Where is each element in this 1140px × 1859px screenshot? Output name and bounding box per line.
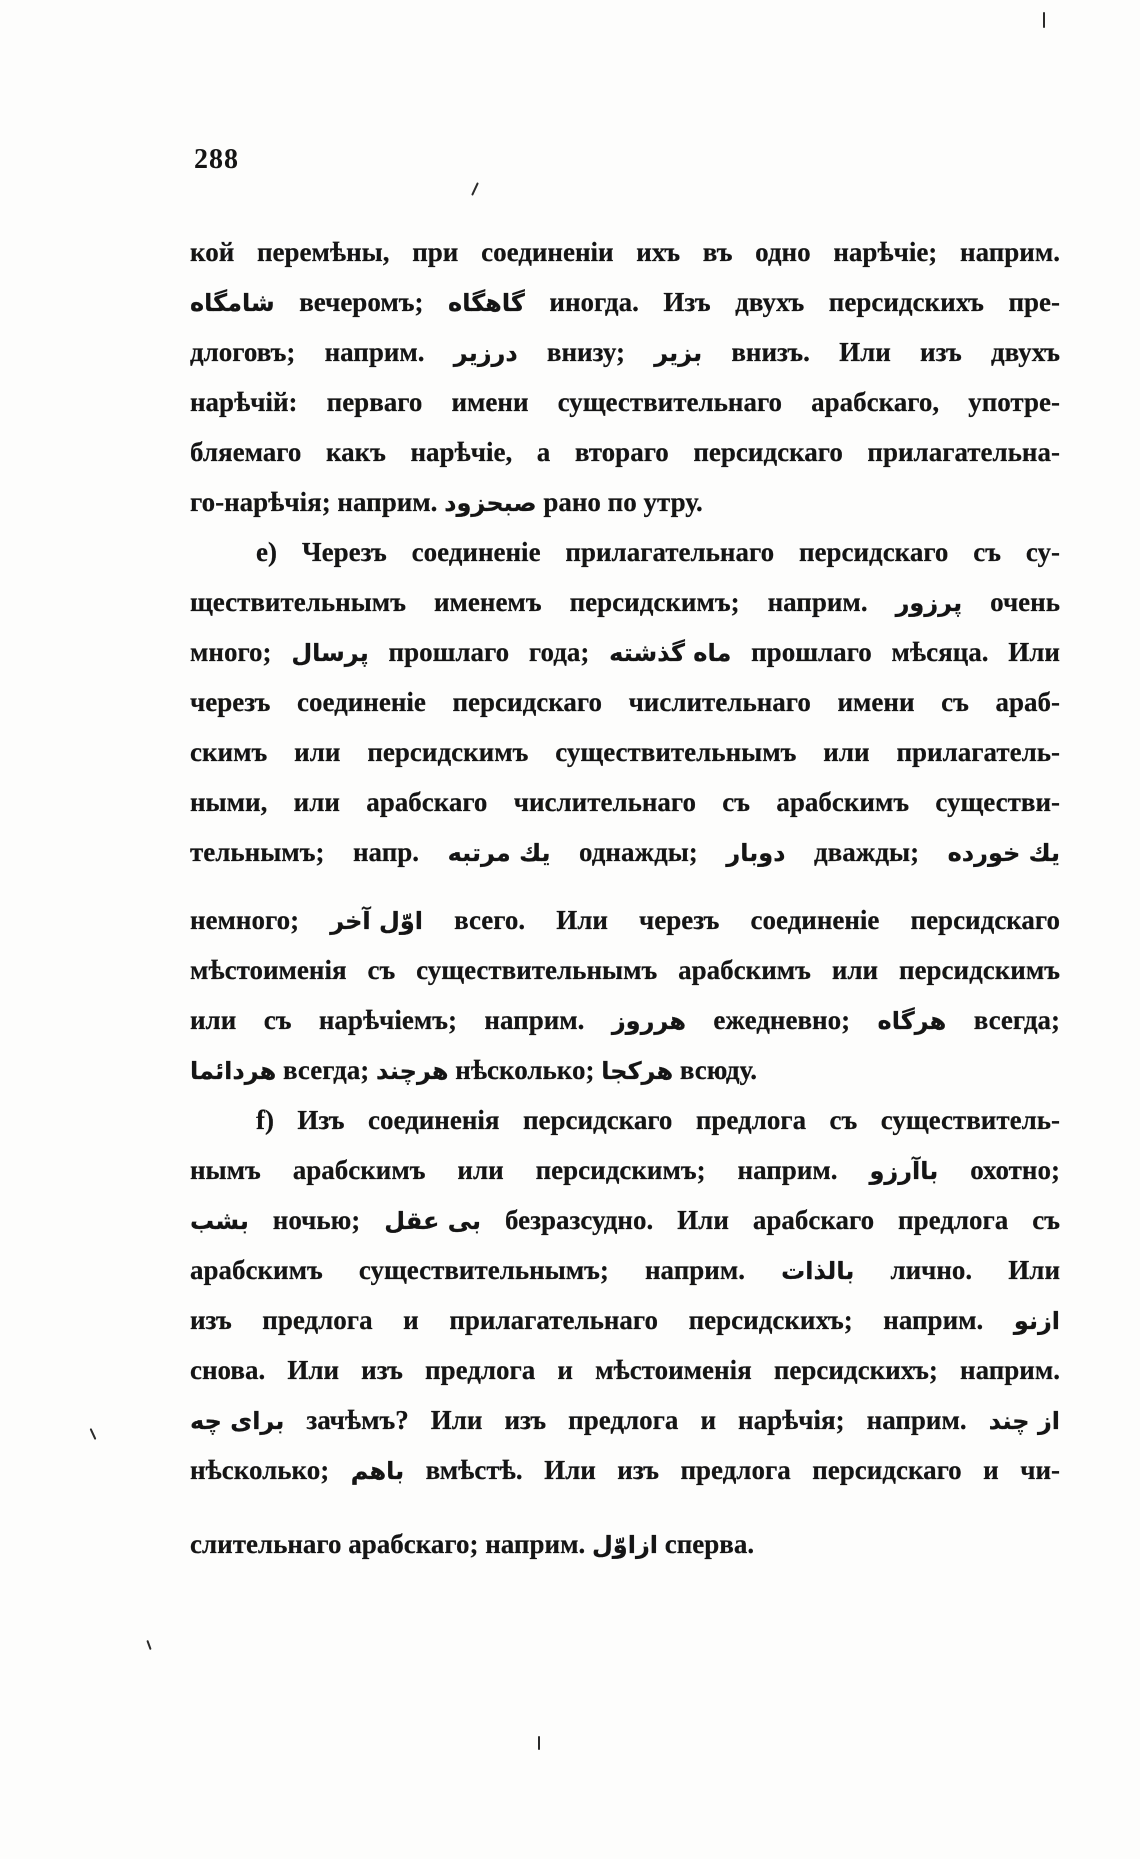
text-line [190, 477, 1060, 527]
text-line [190, 327, 1060, 377]
paragraph [190, 527, 1060, 1095]
russian-text: го-нарѣчія; наприм. [190, 487, 445, 517]
russian-text: ными, или арабскаго числительнаго съ арабскимъ существи- [190, 787, 1060, 817]
paragraph [190, 1095, 1060, 1569]
persian-word: ماه گذشته [609, 639, 732, 667]
russian-text: бляемаго какъ нарѣчіе, а втораго персидскаго прилагательна- [190, 437, 1060, 467]
russian-text: изъ предлога и прилагательнаго персидскихъ; наприм. [190, 1305, 1014, 1335]
scan-speck [90, 1428, 97, 1440]
text-line [190, 1195, 1060, 1245]
persian-word: ازاوّل [591, 1531, 658, 1559]
page-number: 288 [194, 144, 239, 175]
russian-text: ществительнымъ именемъ персидскимъ; наприм. [190, 587, 896, 617]
russian-text: слительнаго арабскаго; наприм. [190, 1529, 592, 1559]
persian-word: باهم [350, 1457, 405, 1485]
persian-word: گاهگاه [448, 289, 525, 317]
russian-text: всего. Или черезъ соединеніе персидскаго [422, 905, 1060, 935]
persian-word: بشب [190, 1207, 249, 1235]
russian-text: всюду. [673, 1055, 758, 1085]
scan-speck [538, 1736, 540, 1750]
russian-text: дважды; [785, 837, 948, 867]
persian-word: هردائما [190, 1057, 277, 1085]
text-line [190, 527, 1060, 577]
russian-text: рано по утру. [536, 487, 703, 517]
russian-text: длоговъ; наприм. [190, 337, 454, 367]
russian-text: снова. Или изъ предлога и мѣстоименія персидскихъ; наприм. [190, 1355, 1060, 1385]
text-line [190, 377, 1060, 427]
russian-text: лично. Или [854, 1255, 1060, 1285]
text-line [190, 995, 1060, 1045]
text-line [190, 1445, 1060, 1495]
russian-text: зачѣмъ? Или изъ предлога и нарѣчія; наприм. [284, 1405, 989, 1435]
russian-text: ночью; [248, 1205, 385, 1235]
paragraph [190, 227, 1060, 527]
russian-text: очень [962, 587, 1060, 617]
persian-word: صبحزود [444, 489, 537, 517]
persian-word: دوبار [726, 839, 786, 867]
text-line [190, 627, 1060, 677]
scan-speck [471, 182, 479, 196]
persian-word: هرروز [611, 1007, 686, 1035]
russian-text: f) Изъ соединенія персидскаго предлога съ существитель- [256, 1105, 1060, 1135]
scan-speck [1043, 12, 1045, 28]
russian-text: вечеромъ; [274, 287, 449, 317]
russian-text: нѣсколько; [448, 1055, 602, 1085]
persian-word: براى چه [190, 1407, 285, 1435]
persian-word: باآرزو [869, 1157, 939, 1185]
persian-word: شامگاه [190, 289, 275, 317]
persian-word: درزير [453, 339, 518, 367]
russian-text: кой перемѣны, при соединеніи ихъ въ одно нарѣчіе; наприм. [190, 237, 1060, 267]
russian-text: внизъ. Или изъ двухъ [702, 337, 1060, 367]
text-line [190, 895, 1060, 945]
russian-text: тельнымъ; напр. [190, 837, 448, 867]
persian-word: يك خورده [947, 839, 1060, 867]
russian-text: арабскимъ существительнымъ; наприм. [190, 1255, 782, 1285]
russian-text: охотно; [938, 1155, 1060, 1185]
text-line [190, 427, 1060, 477]
russian-text: всегда; [276, 1055, 377, 1085]
persian-word: پرزور [895, 589, 963, 617]
text-line [190, 727, 1060, 777]
russian-text: мѣстоименія съ существительнымъ арабскимъ или персидскимъ [190, 955, 1060, 985]
persian-word: از چند [988, 1407, 1060, 1435]
text-line [190, 945, 1060, 995]
russian-text: немного; [190, 905, 331, 935]
russian-text: однажды; [550, 837, 727, 867]
text-line [190, 827, 1060, 877]
russian-text: нарѣчій: перваго имени существительнаго арабскаго, употре- [190, 387, 1060, 417]
persian-word: بى عقل [384, 1207, 482, 1235]
russian-text: иногда. Изъ двухъ персидскихъ пре- [524, 287, 1060, 317]
text-line [190, 677, 1060, 727]
text-line [190, 277, 1060, 327]
text-line [190, 1295, 1060, 1345]
persian-word: هرچند [376, 1057, 449, 1085]
russian-text: сперва. [657, 1529, 755, 1559]
persian-word: پرسال [291, 639, 369, 667]
text-line [190, 577, 1060, 627]
page-text [190, 227, 1060, 1569]
russian-text: скимъ или персидскимъ существительнымъ или прилагатель- [190, 737, 1060, 767]
russian-text: всегда; [946, 1005, 1060, 1035]
text-line [190, 1519, 1060, 1569]
russian-text: e) Черезъ соединеніе прилагательнаго персидскаго съ су- [256, 537, 1060, 567]
text-line [190, 1245, 1060, 1295]
text-line [190, 1095, 1060, 1145]
russian-text: или съ нарѣчіемъ; наприм. [190, 1005, 612, 1035]
text-line [190, 1345, 1060, 1395]
text-line [190, 1145, 1060, 1195]
russian-text: нѣсколько; [190, 1455, 351, 1485]
persian-word: بالذات [781, 1257, 855, 1285]
russian-text: черезъ соединеніе персидскаго числительнаго имени съ араб- [190, 687, 1060, 717]
text-line [190, 227, 1060, 277]
russian-text: безразсудно. Или арабскаго предлога съ [481, 1205, 1060, 1235]
persian-word: اوّل آخر [330, 907, 423, 935]
persian-word: هرگاه [877, 1007, 947, 1035]
persian-word: بزير [654, 339, 703, 367]
russian-text: внизу; [517, 337, 655, 367]
text-line [190, 1395, 1060, 1445]
russian-text: много; [190, 637, 292, 667]
persian-word: ازنو [1013, 1307, 1060, 1335]
russian-text: ежедневно; [685, 1005, 878, 1035]
russian-text: вмѣстѣ. Или изъ предлога персидскаго и чи- [404, 1455, 1060, 1485]
scan-speck [146, 1640, 151, 1650]
persian-word: يك مرتبه [447, 839, 551, 867]
persian-word: هركجا [601, 1057, 674, 1085]
text-line [190, 1045, 1060, 1095]
russian-text: прошлаго мѣсяца. Или [731, 637, 1060, 667]
text-line [190, 777, 1060, 827]
russian-text: прошлаго года; [368, 637, 610, 667]
russian-text: нымъ арабскимъ или персидскимъ; наприм. [190, 1155, 870, 1185]
